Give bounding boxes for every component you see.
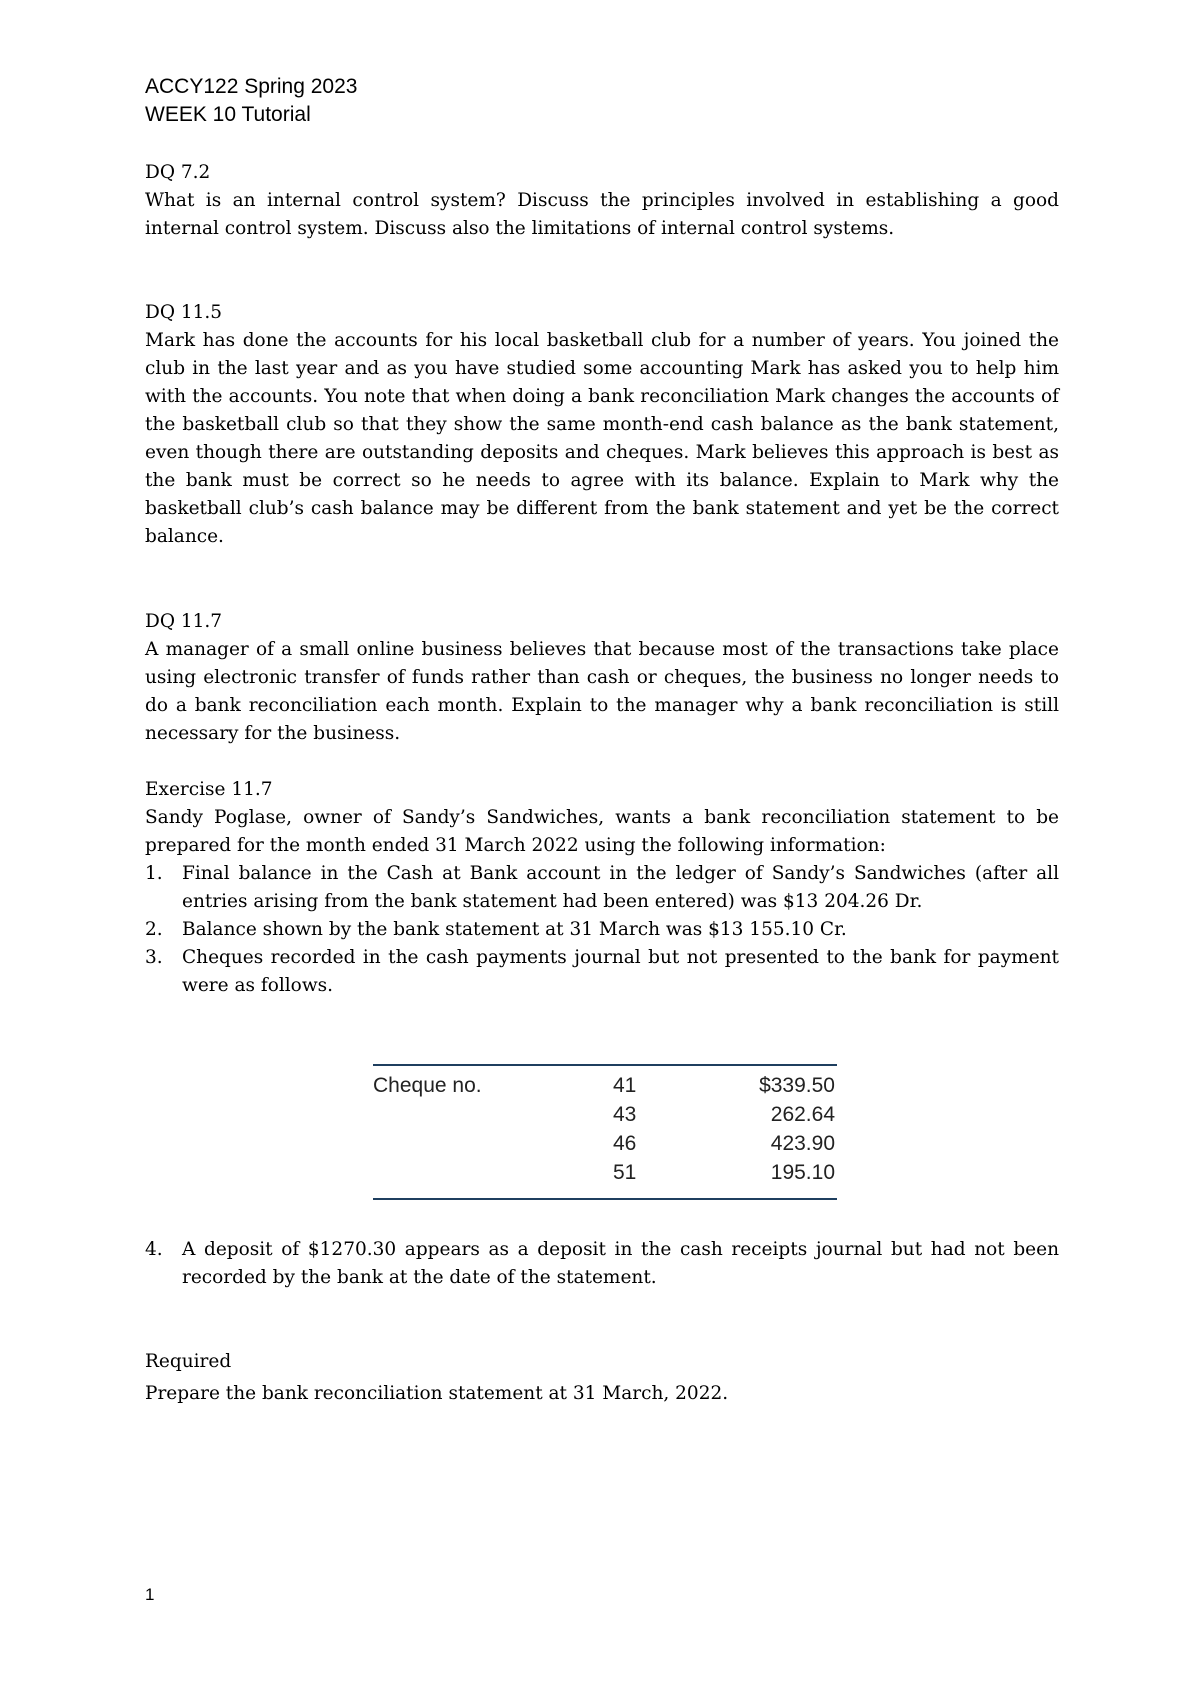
information-list-continued [145,1236,1059,1292]
question-dq-7-2 [145,159,1059,243]
list-item [145,860,1059,916]
table-bottom-rule [373,1198,837,1200]
question-title: DQ 11.7 [145,611,223,632]
list-item-number: 4. [145,1239,163,1260]
exercise-title: Exercise 11.7 [145,779,273,800]
cheque-amount: 195.10 [770,1161,835,1184]
course-header: ACCY122 Spring 2023 [145,75,358,98]
question-text: Mark has done the accounts for his local basketball club for a number of years. You joined the club in the last year and as you have studied some accounting Mark has asked you to help him with the accounts. You note that when doing a bank reconciliation Mark changes the accounts of the basketball club so that they show the same month-end cash balance as the bank statement, even though there are outstanding deposits and cheques. Mark believes this approach is best as the bank must be correct so he needs to agree with its balance. Explain to Mark why the basketball club’s cash balance may be different from the bank statement and yet be the correct balance. [145,330,1059,547]
required-title: Required [145,1351,232,1372]
list-item-text: Balance shown by the bank statement at 31 March was $13 155.10 Cr. [182,919,847,940]
list-item-number: 2. [145,919,163,940]
required-text: Prepare the bank reconciliation statement at 31 March, 2022. [145,1383,729,1404]
exercise-intro: Sandy Poglase, owner of Sandy’s Sandwiches, wants a bank reconciliation statement to be prepared for the month ended 31 March 2022 using the following information: [145,807,1059,856]
list-item-4 [145,1236,1059,1292]
question-text: A manager of a small online business believes that because most of the transactions take place using electronic transfer of funds rather than cash or cheques, the business no longer needs to do a bank reconciliation each month. Explain to the manager why a bank reconciliation is still necessary for the business. [145,639,1059,744]
information-list [145,860,1059,1000]
list-item-text: A deposit of $1270.30 appears as a deposit in the cash receipts journal but had not been recorded by the bank at the date of the statement. [182,1239,1059,1288]
list-item [145,1236,1059,1292]
cheque-number: 51 [613,1161,637,1184]
cheque-amount: 423.90 [770,1132,835,1155]
list-item-text: Final balance in the Cash at Bank account in the ledger of Sandy’s Sandwiches (after all entries arising from the bank statement had been entered) was $13 204.26 Dr. [182,863,1059,912]
page-number: 1 [145,1585,155,1604]
cheque-number: 46 [613,1132,637,1155]
list-item [145,944,1059,1000]
cheque-amount: $339.50 [759,1074,835,1097]
list-item-number: 3. [145,947,163,968]
question-text: What is an internal control system? Discuss the principles involved in establishing a good internal control system. Discuss also the limitations of internal control systems. [145,190,1059,239]
week-header: WEEK 10 Tutorial [145,103,311,126]
cheque-table [373,1064,837,1200]
question-title: DQ 7.2 [145,162,211,183]
exercise-11-7 [145,776,1059,1000]
question-dq-11-5 [145,299,1059,551]
cheque-number: 41 [613,1074,637,1097]
list-item-number: 1. [145,863,163,884]
list-item-text: Cheques recorded in the cash payments journal but not presented to the bank for payment were as follows. [182,947,1059,996]
question-dq-11-7 [145,608,1059,748]
question-title: DQ 11.5 [145,302,223,323]
cheque-amount: 262.64 [770,1103,835,1126]
table-top-rule [373,1064,837,1066]
required-section [145,1346,1059,1410]
cheque-no-label: Cheque no. [373,1074,482,1097]
list-item [145,916,1059,944]
cheque-number: 43 [613,1103,637,1126]
